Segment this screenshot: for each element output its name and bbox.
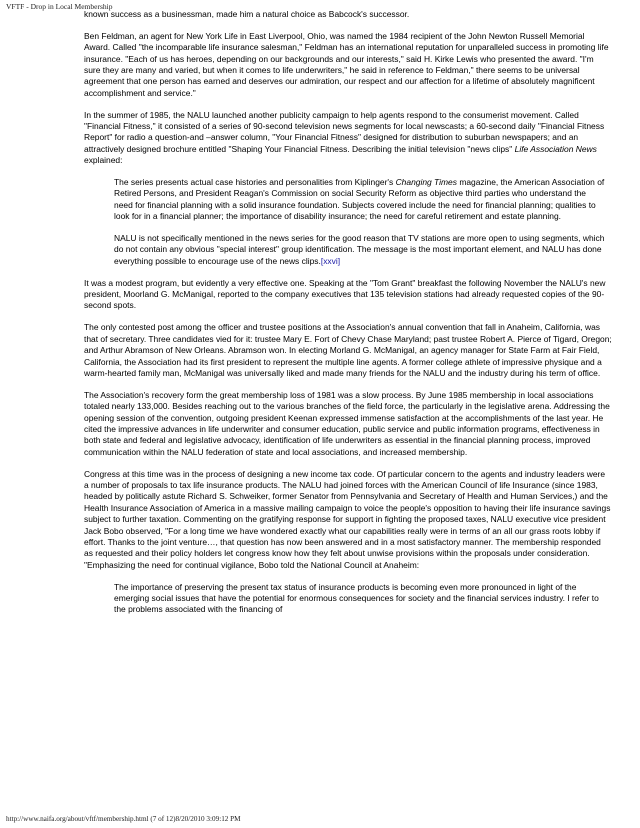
paragraph: The only contested post among the officer and trustee positions at the Association's annual convention that fall in Anaheim, California, was that of secretary. Three candidates vied for it: trustee Mary E. Fort of Chevy Chase Maryland; past trustee Robert A. Pierce of Tigard, Oregon; and Arthur Abramson of New Orleans. Abramson won. In electing Morland G. McManigal, an agency manager for State Farm at Fair Field, California, the Association had its first president to represent the multiple line agents. A former college athlete of impressive physique and a warm-hearted family man, McManigal was universally liked and made many friends for the NALU and the industry during his term of office. <box>84 322 612 378</box>
paragraph: known success as a businessman, made him a natural choice as Babcock's successor. <box>84 9 410 19</box>
block-quote <box>114 177 606 223</box>
paragraph: The Association's recovery form the great membership loss of 1981 was a slow process. By June 1985 membership in local associations totaled nearly 133,000. Besides reaching out to the various branches of the field force, the particularly in the legislative arena. Addressing the opening session of the convention, outgoing president Keenan expressed immense satisfaction at the accomplishments of the last year. He cited the impressive advances in life underwriter and consumer education, public service and public information programs, effectiveness in both state and federal and legislative advocacy, identification of life underwriters as essential in the financial planning process, improved communication within the NALU federation of state and local associations, and increased membership. <box>84 389 610 457</box>
block-quote <box>114 233 606 267</box>
paragraph: Congress at this time was in the process of designing a new income tax code. Of particular concern to the agents and industry leaders were a number of proposals to tax life insurance products. The NALU had joined forces with the American Council of life Insurance (since 1983, headed by politically astute Richard S. Schweiker, former Senator from Pennsylvania and Secretary of Health and Human Services,) and the Health Insurance Association of America in a massive mailing campaign to voice the people's opposition to having their life insurance savings subject to further taxation. Commenting on the gratifying response for support in fighting the proposed taxes, NALU executive vice president Jack Bobo observed, "For a long time we have wondered exactly what our capabilities really were in terms of an all our grass roots lobby if effort. Thanks to the joint venture…, that question has now been answered and in a most satisfactory manner. The membership responded as requested and their policy holders let congress know how they felt about unwise provisions within the proposals under consideration. "Emphasizing the need for continual vigilance, Bobo told the National Council at Anaheim: <box>84 468 611 570</box>
block-quote: The importance of preserving the present tax status of insurance products is becoming even more pronounced in light of the emerging social issues that have the potential for enormous consequences for society and the financial services industry. I refer to the problems associated with the financing of <box>114 581 599 615</box>
footnote-link[interactable]: [xxvi] <box>320 255 341 266</box>
paragraph: Ben Feldman, an agent for New York Life in East Liverpool, Ohio, was named the 1984 recipient of the John Newton Russell Memorial Award. Called "the incomparable life insurance salesman," Feldman has an international reputation for unparalleled success in promoting life insurance. "Each of us has heroes, depending on our backgrounds and our interests," said H. Kirke Lewis who presented the award. "I'm sure they are many and varied, but when it comes to life underwriters," he said in reference to Feldman," there seems to be universal agreement that one person has earned and deserves our admiration, our respect and our affection for a lifetime of absolutely magnificent accomplishment and service." <box>84 30 609 98</box>
paragraph-text: In the summer of 1985, the NALU launched another publicity campaign to help agents respond to the consumerist movement. Called "Financial Fitness," it consisted of a series of 90-second television news segments for local newscasts; a 60-second daily "Financial Fitness Report" for radio a question-and –answer column, "Your Financial Fitness" designed for distribution to suburban newspapers; and an attractively designed brochure entitled "Shaping Your Financial Fitness. Describing the initial television "news clips" <box>84 109 605 154</box>
quote-text: The series presents actual case histories and personalities from Kiplinger's <box>114 177 396 188</box>
paragraph <box>84 110 612 167</box>
publication-title: Life Association News <box>514 143 597 154</box>
quote-text: magazine, the American Association of Retired Persons, and President Reagan's Commission on social Security Reform as objective third parties who understand the need for financial planning with a solid insurance foundation. Subjects covered include the need for financial planning; qualities to look for in a financial planner; the importance of disability insurance; the need for careful retirement and estate planning. <box>114 177 605 222</box>
paragraph: It was a modest program, but evidently a very effective one. Speaking at the "Tom Grant" breakfast the following November the NALU's new president, Moorland G. McManigal, reported to the company executives that 135 television stations had already requested copies of the 90-second spots. <box>84 277 606 311</box>
quote-text: NALU is not specifically mentioned in the news series for the good reason that TV stations are more open to using segments, which do not contain any obvious "special interest" group identification. The message is the most important element, and NALU has done everything possible to encourage use of the news clips. <box>114 233 605 266</box>
publication-title: Changing Times <box>395 177 457 188</box>
article-body <box>84 9 612 626</box>
page-header-title: VFTF - Drop in Local Membership <box>6 2 113 11</box>
paragraph-text: explained: <box>84 155 123 166</box>
page-footer-url: http://www.naifa.org/about/vftf/membership.html (7 of 12)8/20/2010 3:09:12 PM <box>6 815 241 823</box>
